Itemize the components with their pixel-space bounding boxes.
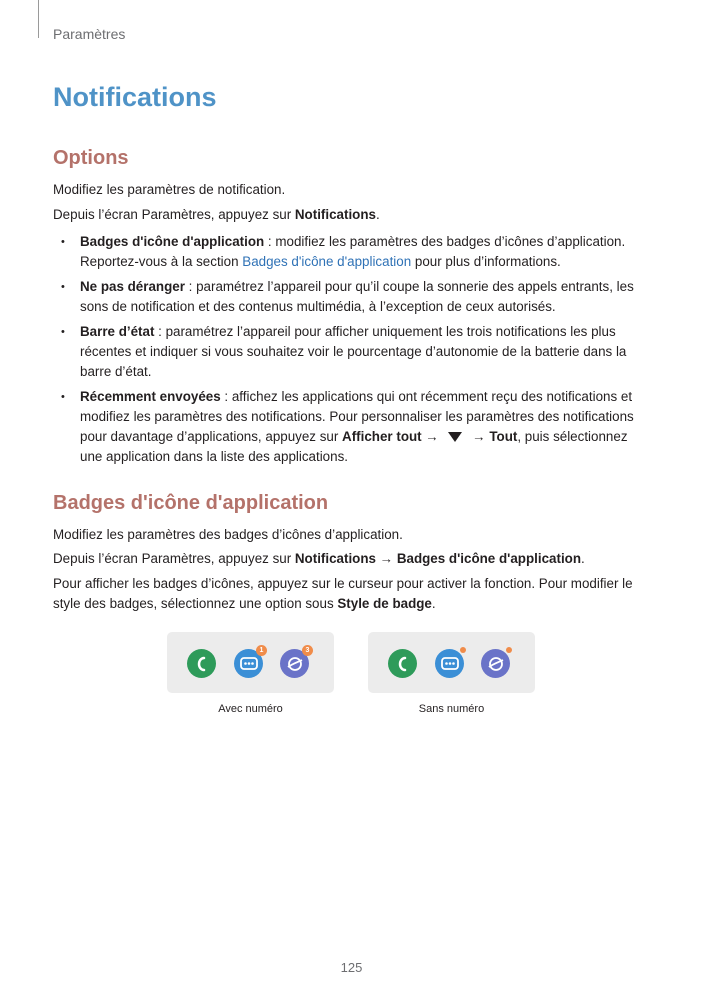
figure-caption: Avec numéro <box>218 703 283 715</box>
messages-icon <box>435 649 464 678</box>
page-number: 125 <box>340 960 363 975</box>
notification-count-badge: 3 <box>302 645 313 656</box>
options-heading: Options <box>53 147 129 169</box>
options-path: Depuis l’écran Paramètres, appuyez sur Notifications. <box>53 207 380 222</box>
badges-path: Depuis l’écran Paramètres, appuyez sur Notifications → Badges d'icône d'application. <box>53 551 585 566</box>
options-list <box>53 232 653 472</box>
internet-icon <box>280 649 309 678</box>
list-item: • Badges d'icône d'application : modifiez les paramètres des badges d’icônes d’application. Reportez-vous à la section Badges d'icône d'application pour plus d’informations. <box>53 232 653 272</box>
page-title: Notifications <box>53 82 217 112</box>
badges-instructions: Pour afficher les badges d’icônes, appuyez sur le curseur pour activer la fonction. Pour modifier le style des badges, sélectionnez une option sous Style de badge. <box>53 576 633 611</box>
notification-count-badge: 1 <box>256 645 267 656</box>
margin-rule <box>38 0 39 38</box>
notification-dot-badge <box>506 647 512 653</box>
list-item: • Récemment envoyées : affichez les applications qui ont récemment reçu des notifications et modifiez les paramètres des notifications. Pour personnaliser les paramètres des notifications pour davantage d’applications, appuyez sur Afficher tout → → Tout, puis sélectionnez une application dans la liste des applications. <box>53 387 653 467</box>
messages-icon <box>234 649 263 678</box>
internet-icon <box>481 649 510 678</box>
badges-intro: Modifiez les paramètres des badges d’icônes d’application. <box>53 527 403 542</box>
badge-without-number-preview <box>368 632 535 693</box>
badge-with-number-preview <box>167 632 334 693</box>
options-intro: Modifiez les paramètres de notification. <box>53 182 286 197</box>
dropdown-triangle-icon <box>448 432 462 442</box>
badges-section-link[interactable]: Badges d'icône d'application <box>242 254 412 269</box>
phone-icon <box>187 649 216 678</box>
phone-icon <box>388 649 417 678</box>
list-item: • Barre d’état : paramétrez l’appareil pour afficher uniquement les trois notifications les plus récentes et indiquer si vous souhaitez voir le pourcentage d’autonomie de la batterie dans la barre d’état. <box>53 322 653 382</box>
notification-dot-badge <box>460 647 466 653</box>
list-item: • Ne pas déranger : paramétrez l’appareil pour qu’il coupe la sonnerie des appels entrants, les sons de notification et des contenus multimédia, à l’exception de ceux autorisés. <box>53 277 653 317</box>
badges-heading: Badges d'icône d'application <box>53 492 329 514</box>
figure-caption: Sans numéro <box>418 703 485 715</box>
section-header: Paramètres <box>53 26 126 42</box>
